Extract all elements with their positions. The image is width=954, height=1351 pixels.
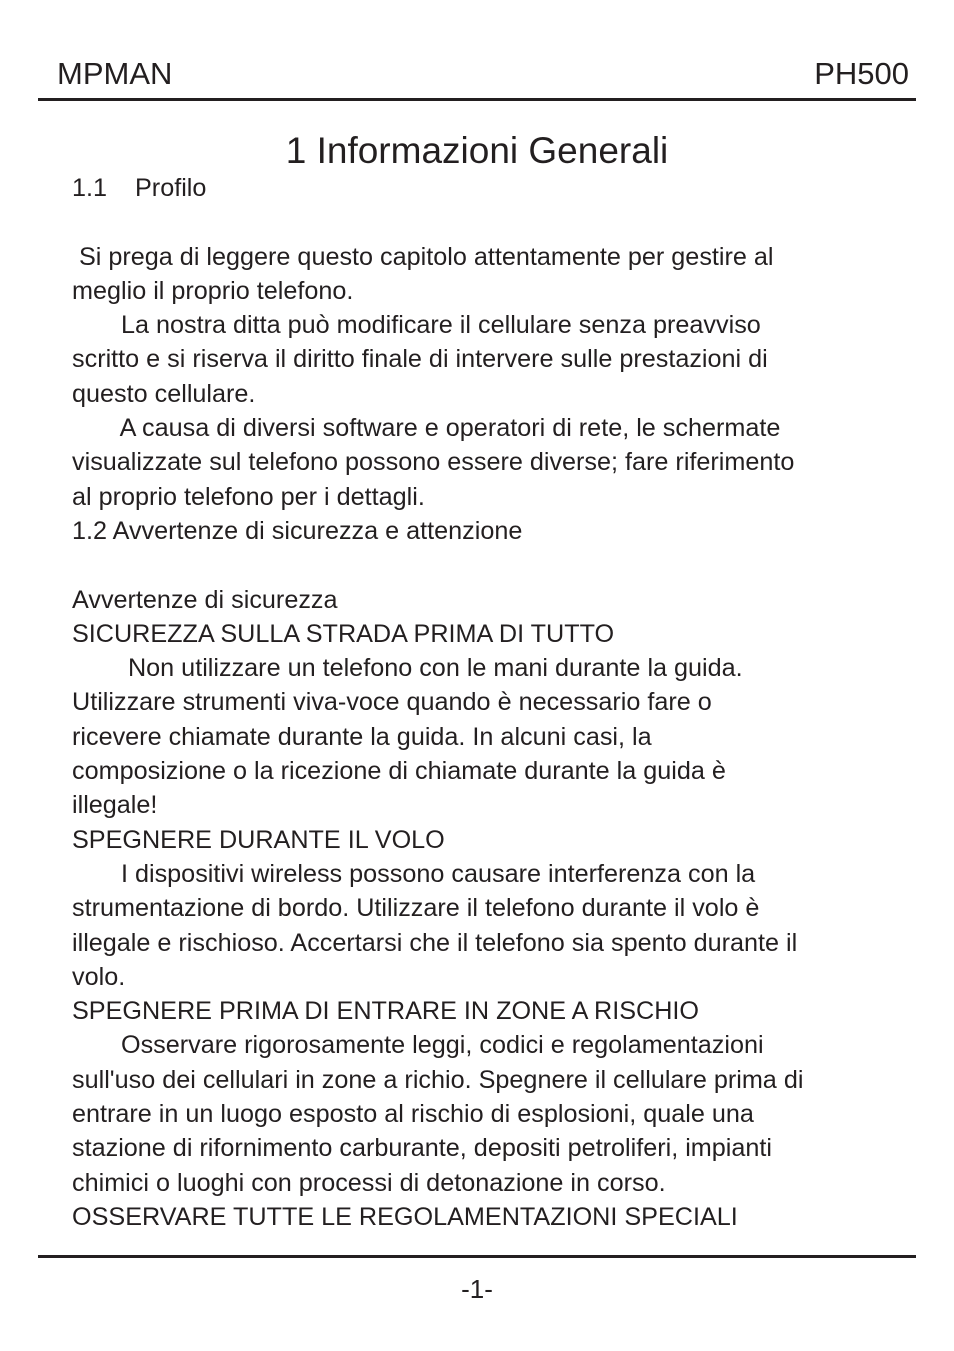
header-model: PH500 xyxy=(814,56,909,91)
paragraph-line: visualizzate sul telefono possono essere diverse; fare riferimento xyxy=(72,448,795,477)
paragraph-line: questo cellulare. xyxy=(72,379,256,408)
subheading-sicurezza-strada: SICUREZZA SULLA STRADA PRIMA DI TUTTO xyxy=(72,619,615,648)
paragraph-line: illegale e rischioso. Accertarsi che il telefono sia spento durante il xyxy=(72,928,798,957)
blank-line xyxy=(72,548,892,582)
paragraph-line: composizione o la ricezione di chiamate durante la guida è xyxy=(72,757,726,786)
paragraph-line: Si prega di leggere questo capitolo attentamente per gestire al xyxy=(72,242,774,271)
paragraph-line: strumentazione di bordo. Utilizzare il telefono durante il volo è xyxy=(72,894,760,923)
paragraph-line: meglio il proprio telefono. xyxy=(72,276,354,305)
paragraph-line: stazione di rifornimento carburante, depositi petroliferi, impianti xyxy=(72,1134,772,1163)
subheading-spegnere-volo: SPEGNERE DURANTE IL VOLO xyxy=(72,825,445,854)
section-heading-profilo: 1.1 Profilo xyxy=(72,174,207,202)
footer-divider xyxy=(38,1255,916,1258)
paragraph-line: Non utilizzare un telefono con le mani durante la guida. xyxy=(72,654,743,683)
paragraph-line: La nostra ditta può modificare il cellulare senza preavviso xyxy=(72,311,761,340)
paragraph-line: scritto e si riserva il diritto finale di intervere sulle prestazioni di xyxy=(72,345,768,374)
paragraph-line: sull'uso dei cellulari in zone a richio. Spegnere il cellulare prima di xyxy=(72,1065,804,1094)
body-text xyxy=(72,171,892,1234)
header-divider xyxy=(38,98,916,101)
subheading-avvertenze-sicurezza: Avvertenze di sicurezza xyxy=(72,585,338,614)
header-brand: MPMAN xyxy=(57,56,173,91)
page-number: -1- xyxy=(461,1274,493,1304)
paragraph-line: Utilizzare strumenti viva-voce quando è necessario fare o xyxy=(72,688,712,717)
section-heading-avvertenze: 1.2 Avvertenze di sicurezza e attenzione xyxy=(72,516,523,545)
subheading-regolamentazioni: OSSERVARE TUTTE LE REGOLAMENTAZIONI SPECIALI xyxy=(72,1202,738,1231)
paragraph-line: al proprio telefono per i dettagli. xyxy=(72,482,425,511)
chapter-title: 1 Informazioni Generali xyxy=(285,130,669,171)
blank-line xyxy=(72,205,892,239)
paragraph-line: chimici o luoghi con processi di detonazione in corso. xyxy=(72,1168,666,1197)
paragraph-line: Osservare rigorosamente leggi, codici e regolamentazioni xyxy=(72,1031,764,1060)
paragraph-line: ricevere chiamate durante la guida. In alcuni casi, la xyxy=(72,722,652,751)
subheading-zone-rischio: SPEGNERE PRIMA DI ENTRARE IN ZONE A RISCHIO xyxy=(72,997,700,1026)
paragraph-line: volo. xyxy=(72,962,126,991)
paragraph-line: I dispositivi wireless possono causare interferenza con la xyxy=(72,859,756,888)
paragraph-line: entrare in un luogo esposto al rischio di esplosioni, quale una xyxy=(72,1100,754,1129)
paragraph-line: illegale! xyxy=(72,791,158,820)
paragraph-line: A causa di diversi software e operatori di rete, le schermate xyxy=(72,414,781,443)
